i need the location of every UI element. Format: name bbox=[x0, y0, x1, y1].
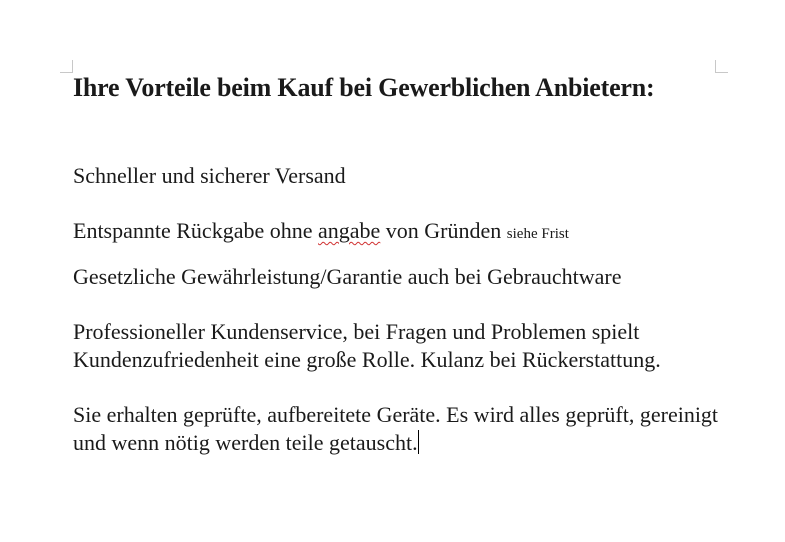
paragraph-returns-note: siehe Frist bbox=[506, 226, 569, 242]
paragraph-devices-text: Sie erhalten geprüfte, aufbereitete Geräte. Es wird alles geprüft, gereinigt und wenn nötig werden teile getauscht. bbox=[73, 402, 719, 455]
page-corner-marker-top-left bbox=[60, 60, 73, 73]
text-cursor bbox=[418, 430, 419, 454]
document-heading[interactable]: Ihre Vorteile beim Kauf bei Gewerblichen Anbietern: bbox=[73, 73, 655, 102]
paragraph-devices[interactable] bbox=[73, 401, 733, 457]
paragraph-returns[interactable] bbox=[73, 217, 569, 248]
paragraph-returns-text: Entspannte Rückgabe ohne bbox=[73, 218, 318, 243]
paragraph-service[interactable]: Professioneller Kundenservice, bei Fragen und Problemen spielt Kundenzufriedenheit eine große Rolle. Kulanz bei Rückerstattung. bbox=[73, 319, 661, 372]
document-body[interactable] bbox=[73, 72, 723, 455]
misspelled-word[interactable]: angabe bbox=[318, 218, 381, 243]
paragraph-shipping[interactable]: Schneller und sicherer Versand bbox=[73, 163, 346, 188]
paragraph-returns-text-end: von Gründen bbox=[380, 218, 507, 243]
paragraph-warranty[interactable]: Gesetzliche Gewährleistung/Garantie auch bei Gebrauchtware bbox=[73, 264, 622, 289]
